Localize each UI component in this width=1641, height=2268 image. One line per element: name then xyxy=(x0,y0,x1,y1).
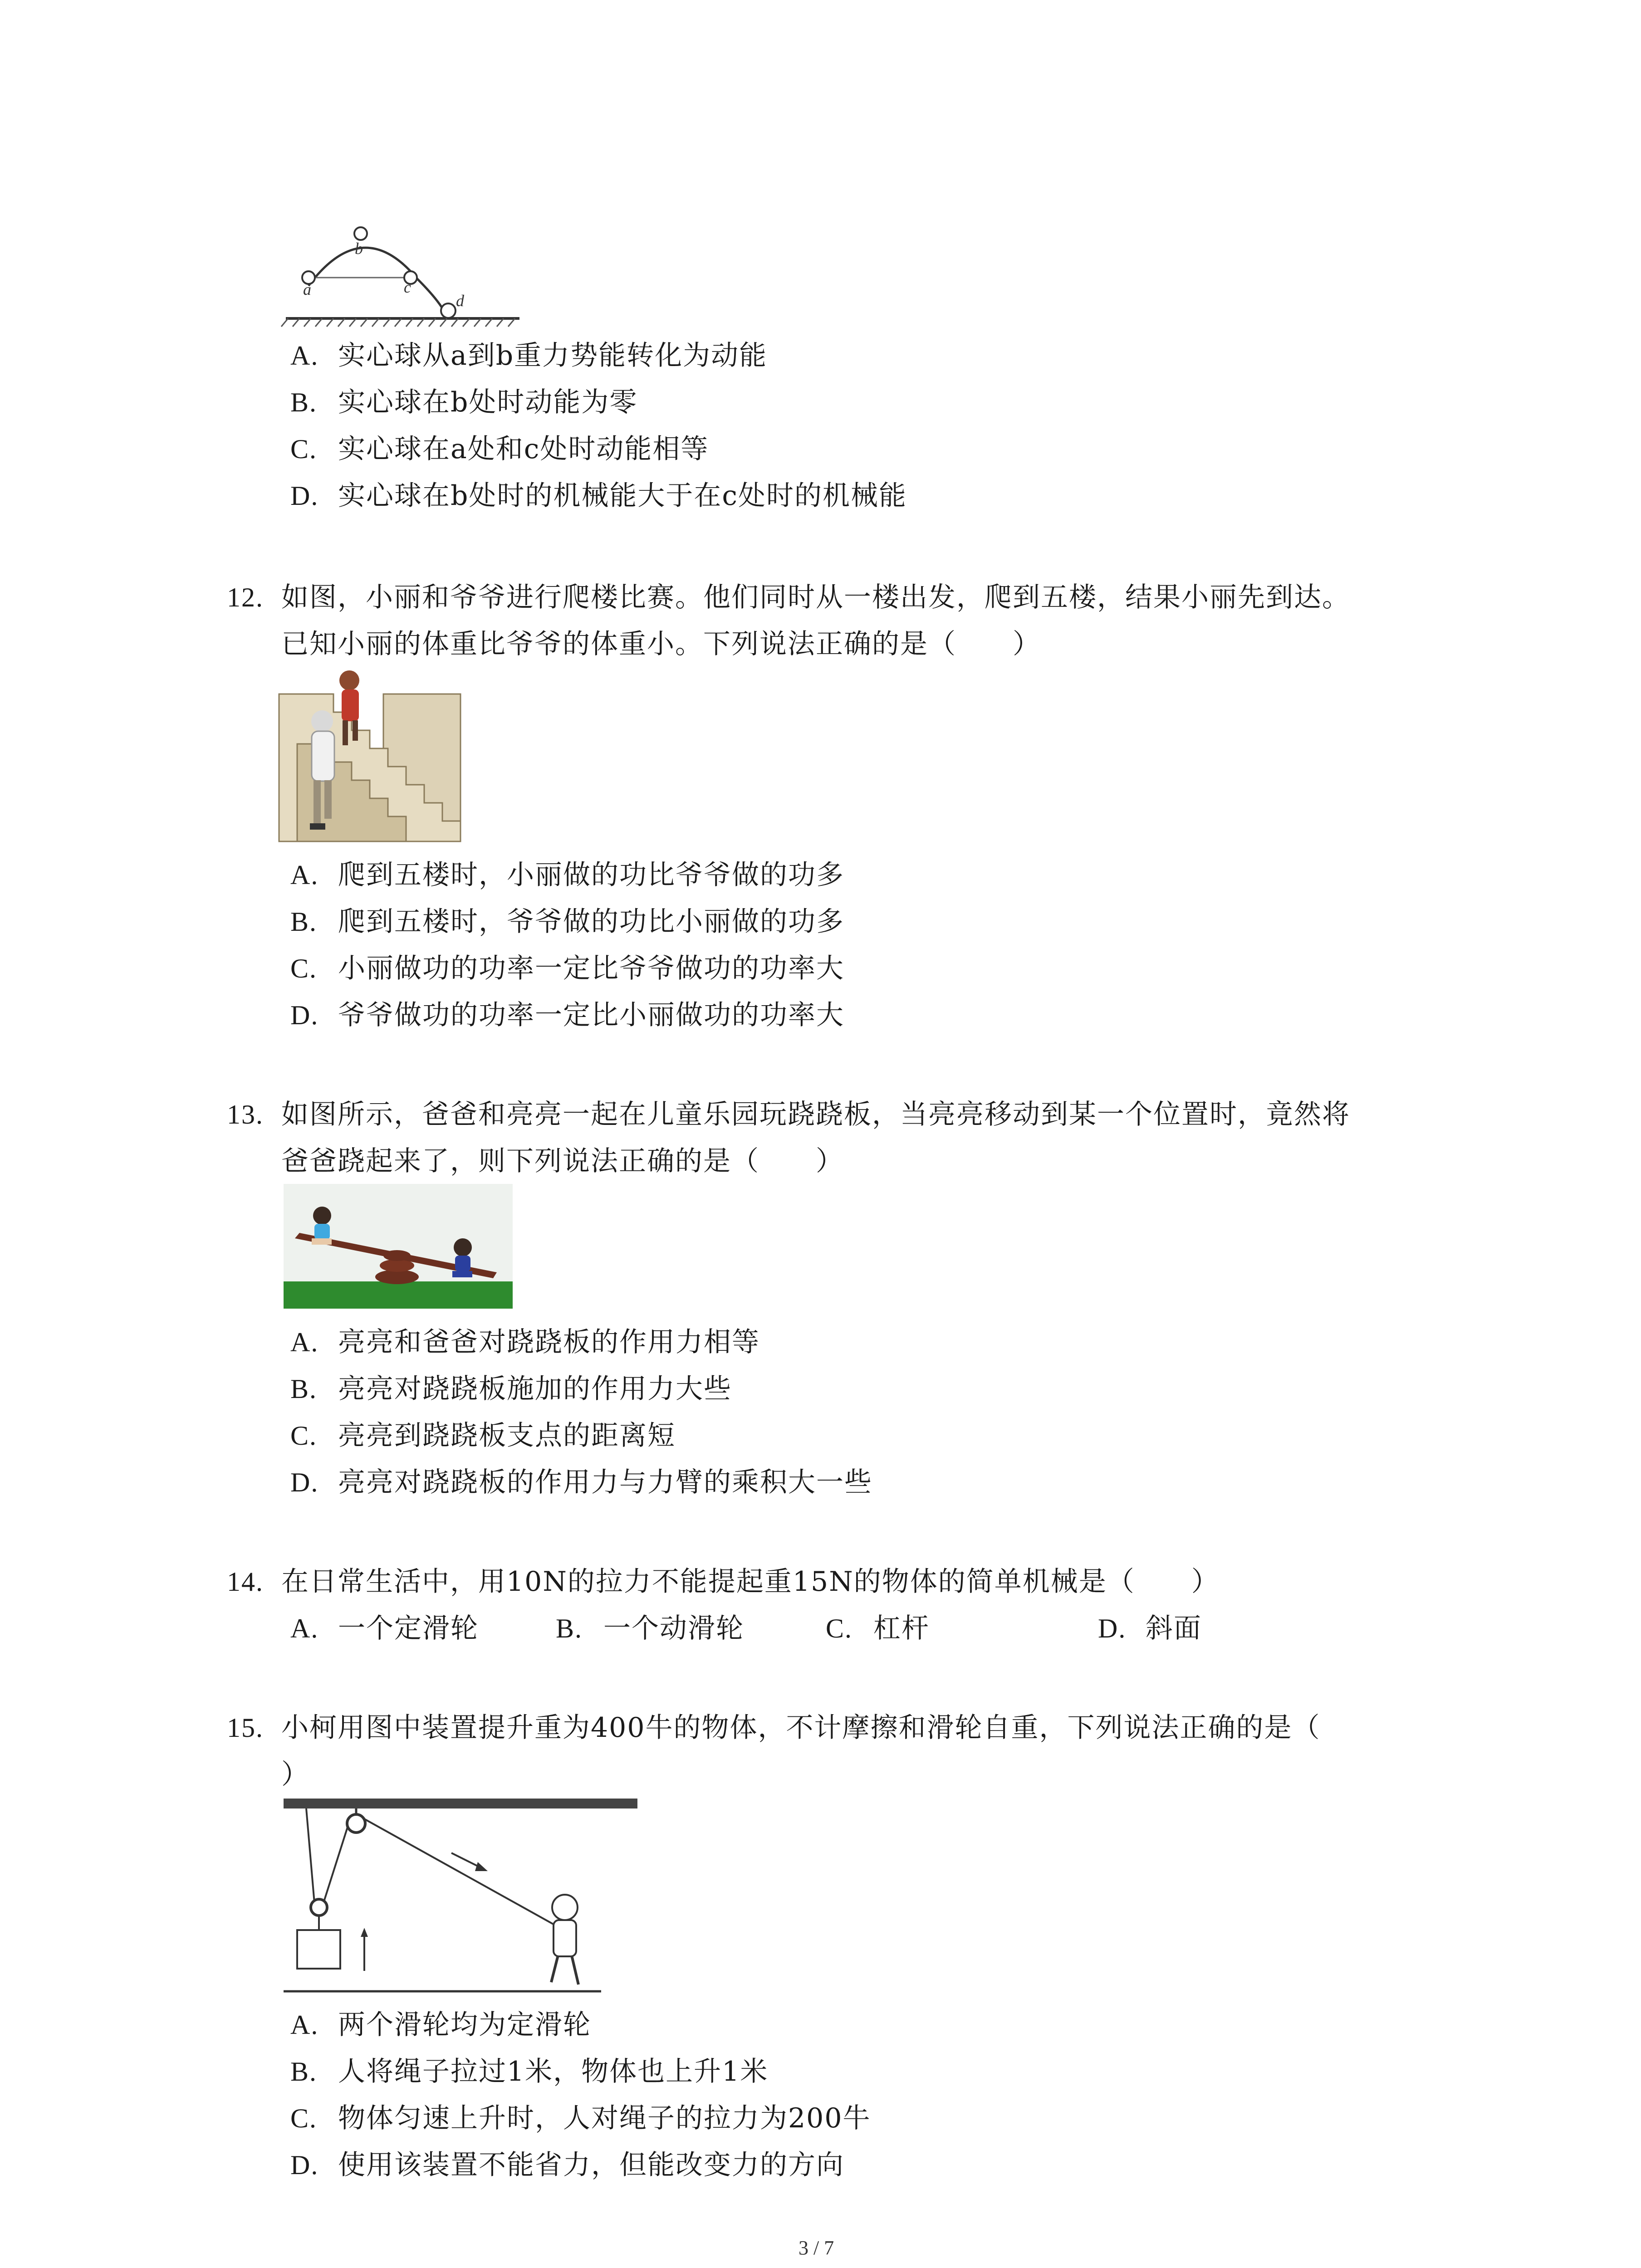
q13-option-b: B. 亮亮对跷跷板施加的作用力大些 xyxy=(290,1373,732,1405)
label-d: d xyxy=(456,292,464,310)
label-b: b xyxy=(355,240,363,258)
q12-option-d: D. 爷爷做功的功率一定比小丽做功的功率大 xyxy=(290,999,844,1031)
q15-option-a: A. 两个滑轮均为定滑轮 xyxy=(290,2009,591,2041)
q13-option-a: A. 亮亮和爸爸对跷跷板的作用力相等 xyxy=(290,1326,760,1358)
q12-option-c: C. 小丽做功的功率一定比爷爷做功的功率大 xyxy=(290,953,844,984)
q14-option-c: C. 杠杆 xyxy=(826,1613,930,1644)
q13-stem-line1: 13. 如图所示，爸爸和亮亮一起在儿童乐园玩跷跷板，当亮亮移动到某一个位置时，竟然将 xyxy=(227,1099,1350,1130)
q12-stem-line1: 12. 如图，小丽和爷爷进行爬楼比赛。他们同时从一楼出发，爬到五楼，结果小丽先到达。 xyxy=(227,582,1350,613)
stair-race-illustration xyxy=(279,667,460,841)
q15-option-c: C. 物体匀速上升时，人对绳子的拉力为200牛 xyxy=(290,2102,871,2134)
q14-option-b: B. 一个动滑轮 xyxy=(556,1613,744,1644)
q15-option-b: B. 人将绳子拉过1米，物体也上升1米 xyxy=(290,2056,769,2087)
page-number: 3 / 7 xyxy=(798,2237,834,2259)
q15-stem-line1: 15. 小柯用图中装置提升重为400牛的物体，不计摩擦和滑轮自重，下列说法正确的是（ xyxy=(227,1712,1321,1744)
q12-option-a: A. 爬到五楼时，小丽做的功比爷爷做的功多 xyxy=(290,859,844,891)
q11-option-a: A. 实心球从a到b重力势能转化为动能 xyxy=(290,340,768,371)
q13-option-c: C. 亮亮到跷跷板支点的距离短 xyxy=(290,1420,676,1452)
label-a: a xyxy=(303,280,311,298)
trajectory-figure xyxy=(281,218,535,327)
label-c: c xyxy=(404,278,411,296)
q14-option-a: A. 一个定滑轮 xyxy=(290,1613,479,1644)
q15-stem-line2: ） xyxy=(281,1759,309,1790)
q13-stem-line2: 爸爸跷起来了，则下列说法正确的是（ ） xyxy=(281,1145,844,1177)
q11-option-c: C. 实心球在a处和c处时动能相等 xyxy=(290,433,709,465)
q14-stem-line1: 14. 在日常生活中，用10N的拉力不能提起重15N的物体的简单机械是（ ） xyxy=(227,1566,1220,1598)
q12-option-b: B. 爬到五楼时，爷爷做的功比小丽做的功多 xyxy=(290,906,844,938)
q15-option-d: D. 使用该装置不能省力，但能改变力的方向 xyxy=(290,2149,844,2181)
q11-option-d: D. 实心球在b处时的机械能大于在c处时的机械能 xyxy=(290,480,907,512)
q12-stem-line2: 已知小丽的体重比爷爷的体重小。下列说法正确的是（ ） xyxy=(281,628,1041,660)
q14-option-d: D. 斜面 xyxy=(1098,1613,1202,1644)
seesaw-illustration xyxy=(284,1184,513,1309)
pulley-system-figure xyxy=(284,1799,637,1998)
q11-option-b: B. 实心球在b处时动能为零 xyxy=(290,386,638,418)
q13-option-d: D. 亮亮对跷跷板的作用力与力臂的乘积大一些 xyxy=(290,1466,872,1498)
